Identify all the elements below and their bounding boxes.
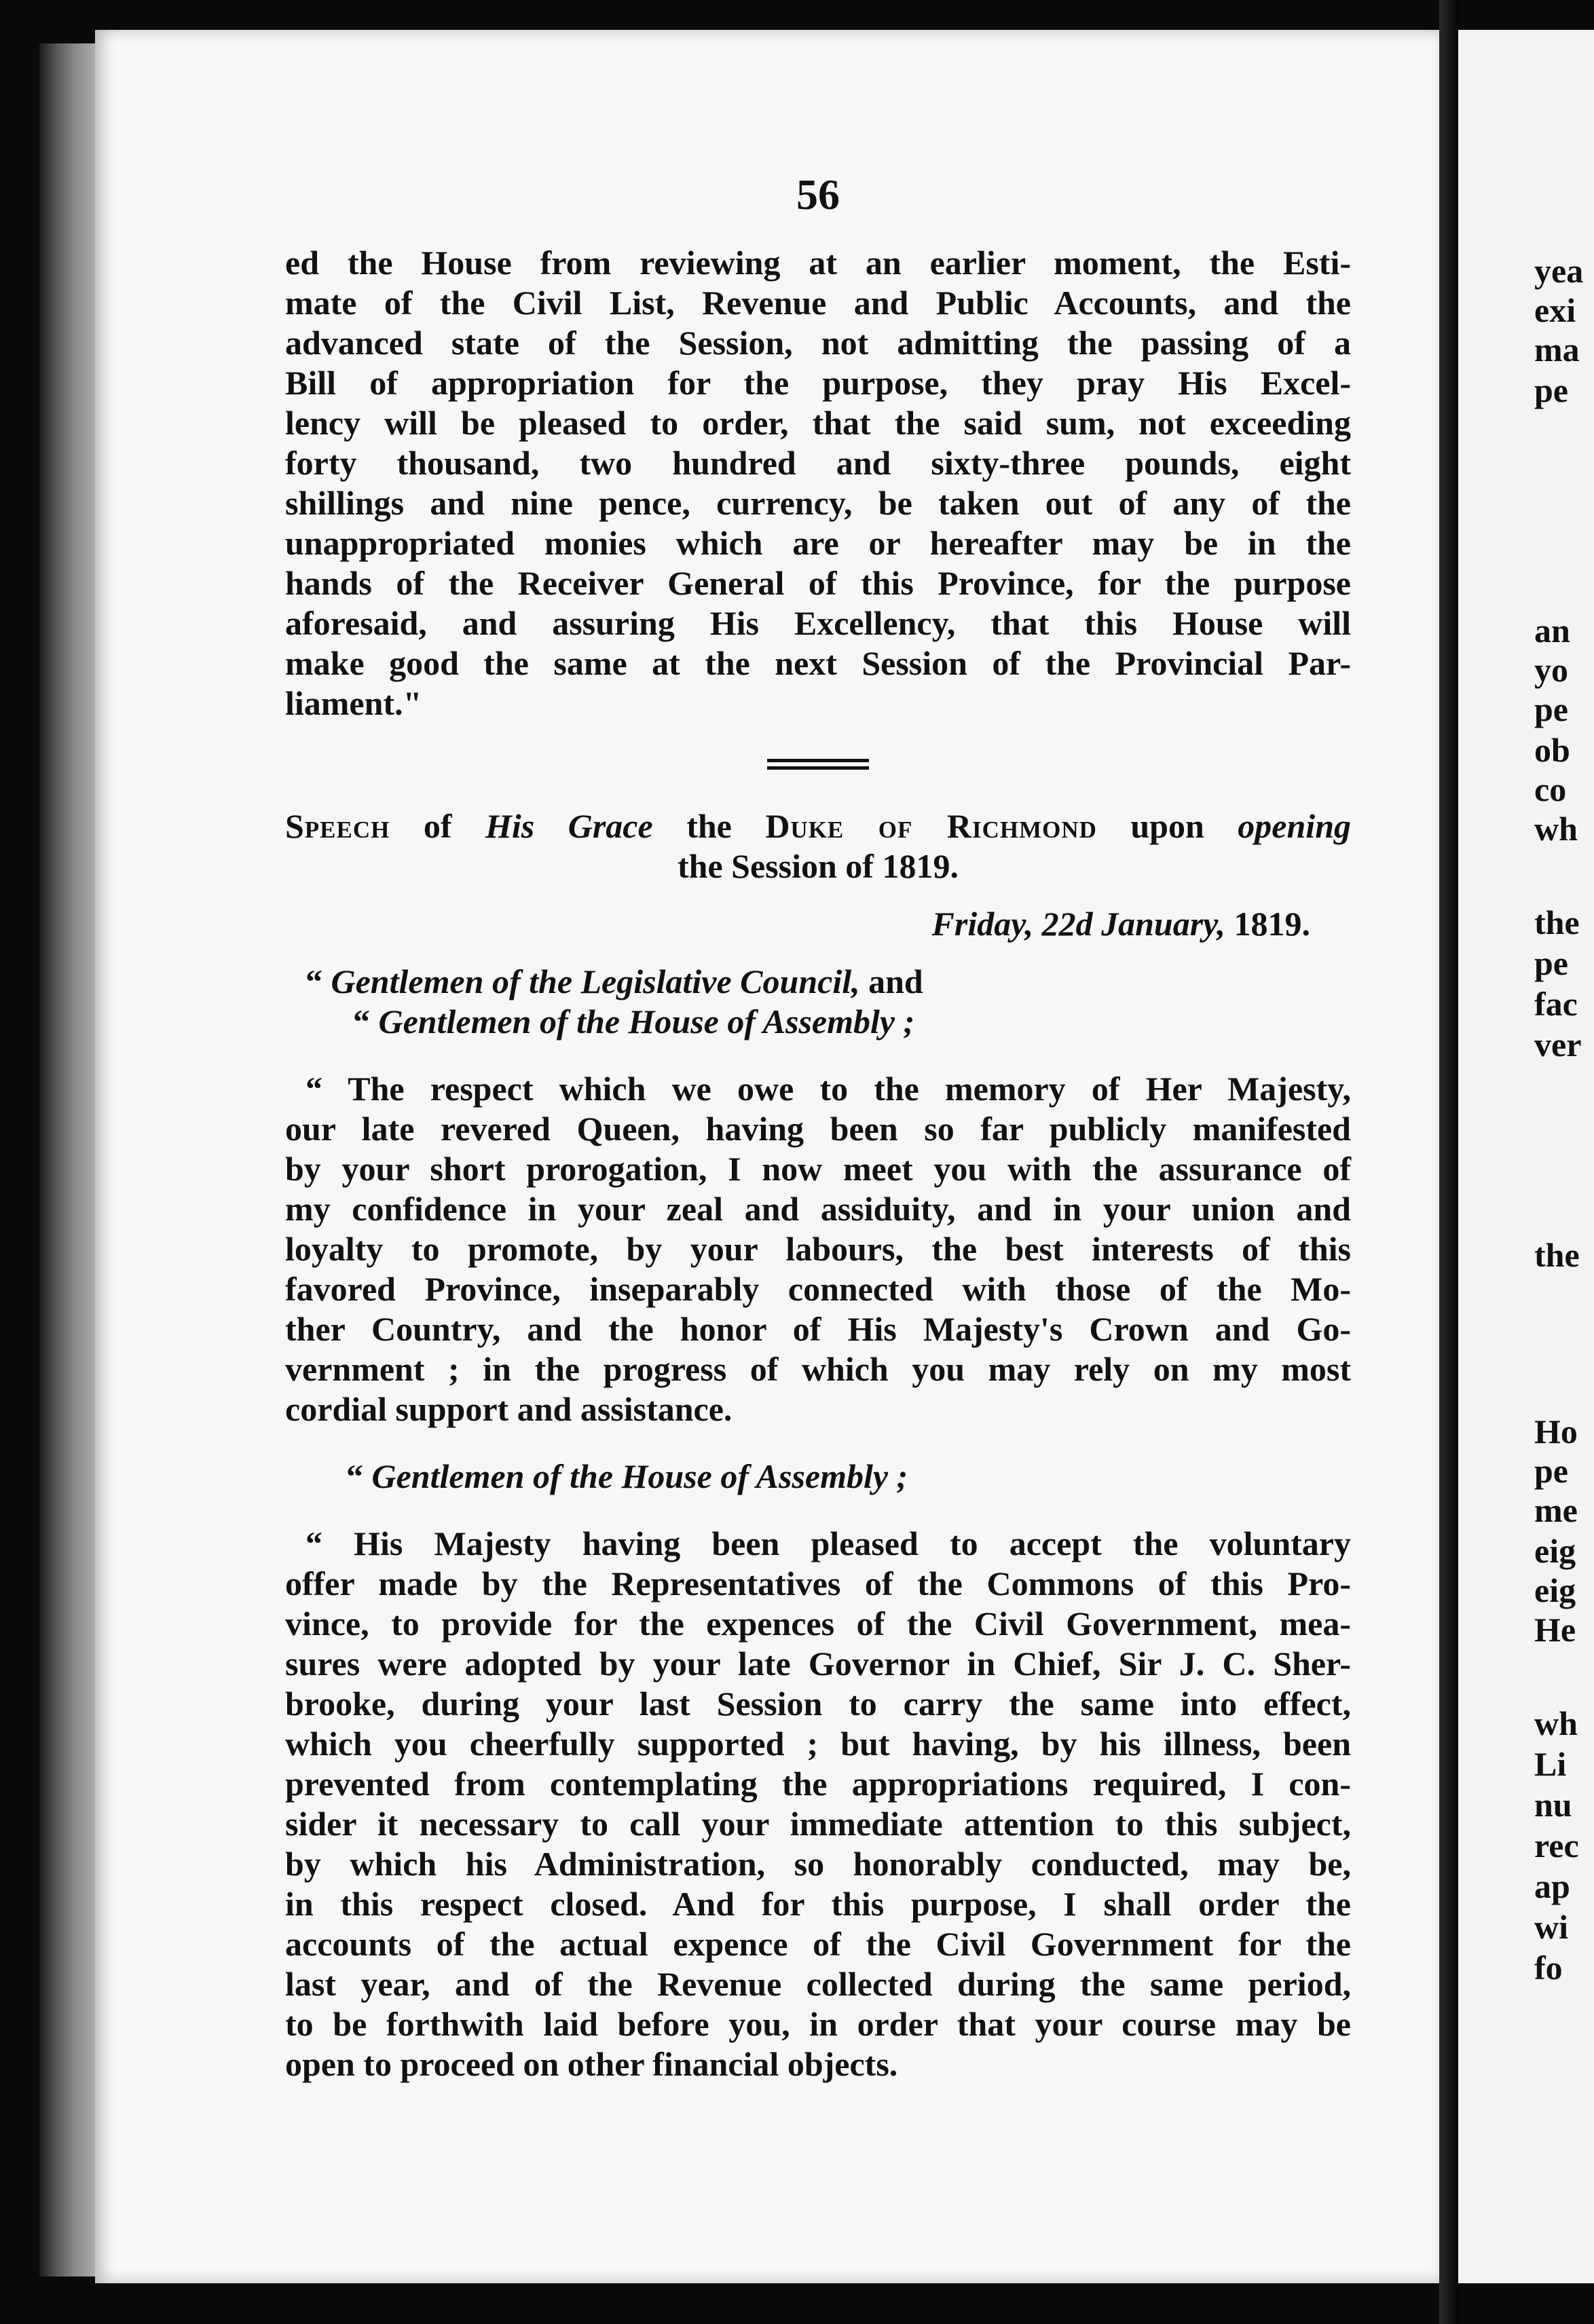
text-line: sures were adopted by your late Governor in Chief, Sir J. C. Sher- xyxy=(285,1645,1351,1683)
page-number: 56 xyxy=(796,170,840,219)
book-spine-shadow xyxy=(39,43,99,2276)
right-page-fragment: yo xyxy=(1534,651,1568,689)
open-quote: “ xyxy=(305,962,322,1000)
text-line: offer made by the Representatives of the Commons of this Pro- xyxy=(285,1564,1351,1603)
right-page-fragment: ob xyxy=(1534,731,1570,769)
open-quote: “ xyxy=(346,1457,363,1495)
text-line: which you cheerfully supported ; but having, by his illness, been xyxy=(285,1725,1351,1763)
speech-the: the xyxy=(686,807,732,845)
page-gutter xyxy=(1439,0,1458,2324)
text-line: vince, to provide for the expences of the Civil Government, mea- xyxy=(285,1605,1351,1643)
text-line: in this respect closed. And for this purpose, I shall order the xyxy=(285,1885,1351,1923)
text-line: vernment ; in the progress of which you may rely on my most xyxy=(285,1350,1351,1388)
address-legislative-council xyxy=(285,962,1351,1002)
speech-his-grace: His Grace xyxy=(485,807,653,845)
text-line: cordial support and assistance. xyxy=(285,1390,733,1428)
text-line: shillings and nine pence, currency, be taken out of any of the xyxy=(285,484,1351,522)
right-page-fragment: eig xyxy=(1534,1532,1576,1570)
right-page-fragment: ma xyxy=(1534,331,1580,369)
right-page-fragment: Li xyxy=(1534,1745,1567,1783)
text-line: our late revered Queen, having been so far publicly manifested xyxy=(285,1110,1351,1148)
right-page-fragment: ver xyxy=(1534,1026,1582,1064)
right-page-fragment: co xyxy=(1534,770,1567,808)
speech-upon: upon xyxy=(1130,807,1204,845)
open-quote: “ xyxy=(353,1002,370,1041)
date-line xyxy=(285,904,1351,944)
right-page-fragment: the xyxy=(1534,1236,1580,1274)
text-line: hands of the Receiver General of this Province, for the purpose xyxy=(285,564,1351,602)
text-line: my confidence in your zeal and assiduity, and in your union and xyxy=(285,1190,1351,1228)
right-page-fragment: pe xyxy=(1534,944,1568,982)
right-page-fragment: an xyxy=(1534,612,1570,650)
text-line: liament." xyxy=(285,684,422,722)
text-line: prevented from contemplating the appropriations required, I con- xyxy=(285,1765,1351,1803)
right-page-fragment: pe xyxy=(1534,690,1568,728)
text-line: sider it necessary to call your immediate attention to this subject, xyxy=(285,1805,1351,1843)
text-line: ed the House from reviewing at an earlier moment, the Esti- xyxy=(285,244,1351,282)
page-content xyxy=(285,170,1351,2084)
text-line: “ His Majesty having been pleased to accept the voluntary xyxy=(305,1524,1351,1562)
section-divider xyxy=(767,759,869,770)
right-page-fragment: yea xyxy=(1534,252,1584,290)
address-house-assembly xyxy=(285,1002,1351,1042)
text-line: Bill of appropriation for the purpose, they pray His Excel- xyxy=(285,364,1351,402)
text-line: lency will be pleased to order, that the said sum, not exceeding xyxy=(285,404,1351,442)
text-line: advanced state of the Session, not admitting the passing of a xyxy=(285,324,1351,362)
text-line: forty thousand, two hundred and sixty-three pounds, eight xyxy=(285,444,1351,482)
right-page-fragment: the xyxy=(1534,903,1580,941)
date-text: Friday, 22d January, xyxy=(931,905,1225,943)
text-line: “ The respect which we owe to the memory of Her Majesty, xyxy=(305,1070,1351,1108)
speech-opening: opening xyxy=(1238,807,1351,845)
text-line: aforesaid, and assuring His Excellency, that this House will xyxy=(285,604,1351,642)
address-line: Gentlemen of the House of Assembly ; xyxy=(371,1457,908,1495)
right-page-fragment: ap xyxy=(1534,1867,1570,1905)
speech-duke: Duke of Richmond xyxy=(765,807,1097,845)
address-house-assembly-2 xyxy=(285,1457,1351,1497)
text-line: open to proceed on other financial objects. xyxy=(285,2045,898,2083)
text-line: to be forthwith laid before you, in order that your course may be xyxy=(285,2005,1351,2043)
speech-paragraph-2 xyxy=(285,1524,1351,2084)
speech-heading xyxy=(285,806,1351,886)
text-line: ther Country, and the honor of His Majesty's Crown and Go- xyxy=(285,1310,1351,1348)
speech-of: of xyxy=(423,807,452,845)
right-page-fragment: fo xyxy=(1534,1949,1563,1987)
speech-word: Speech xyxy=(285,807,390,845)
right-page-edge xyxy=(1458,30,1594,2283)
right-page-fragment: pe xyxy=(1534,371,1568,409)
right-page-fragment: nu xyxy=(1534,1786,1572,1824)
text-line: brooke, during your last Session to carry the same into effect, xyxy=(285,1685,1351,1723)
right-page-fragment: rec xyxy=(1534,1826,1579,1864)
intro-paragraph xyxy=(285,243,1351,724)
speech-heading-line2: the Session of 1819. xyxy=(678,847,959,885)
text-line: loyalty to promote, by your labours, the best interests of this xyxy=(285,1230,1351,1268)
address-and: and xyxy=(868,962,923,1000)
text-line: last year, and of the Revenue collected during the same period, xyxy=(285,1965,1351,2003)
right-page-fragment: wi xyxy=(1534,1908,1568,1946)
right-page-fragment: pe xyxy=(1534,1452,1568,1490)
speech-heading-line xyxy=(285,806,1351,846)
address-line: Gentlemen of the House of Assembly ; xyxy=(378,1002,915,1041)
right-page-fragment: me xyxy=(1534,1491,1578,1529)
text-line: mate of the Civil List, Revenue and Public Accounts, and the xyxy=(285,284,1351,322)
speech-paragraph-1 xyxy=(285,1069,1351,1429)
right-page-fragment: wh xyxy=(1534,810,1578,848)
text-line: by your short prorogation, I now meet you with the assurance of xyxy=(285,1150,1351,1188)
text-line: accounts of the actual expence of the Civil Government for the xyxy=(285,1925,1351,1963)
address-line: Gentlemen of the Legislative Council, xyxy=(331,962,860,1000)
right-page-fragment: wh xyxy=(1534,1704,1578,1742)
right-page-fragment: He xyxy=(1534,1611,1576,1649)
right-page-fragment: exi xyxy=(1534,291,1576,329)
right-page-fragment: eig xyxy=(1534,1571,1576,1609)
text-line: favored Province, inseparably connected with those of the Mo- xyxy=(285,1270,1351,1308)
text-line: by which his Administration, so honorably conducted, may be, xyxy=(285,1845,1351,1883)
text-line: make good the same at the next Session of the Provincial Par- xyxy=(285,644,1351,682)
right-page-fragment: Ho xyxy=(1534,1412,1578,1450)
right-page-fragment: fac xyxy=(1534,985,1578,1023)
date-year: 1819. xyxy=(1234,905,1310,943)
text-line: unappropriated monies which are or hereafter may be in the xyxy=(285,524,1351,562)
